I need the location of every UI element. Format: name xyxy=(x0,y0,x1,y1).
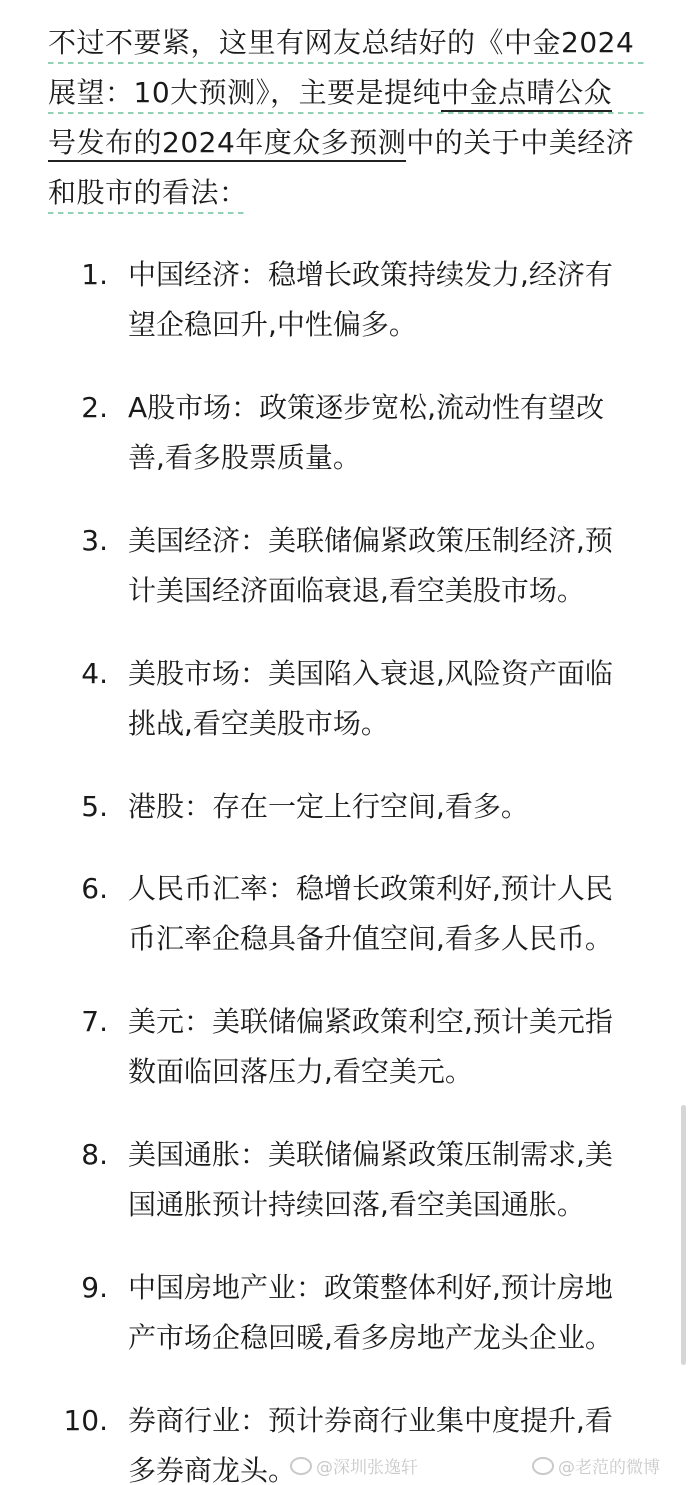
item-text-line: 挑战,看空美股市场。 xyxy=(128,707,389,740)
item-number: 1. xyxy=(81,258,108,291)
intro-line-3 xyxy=(48,118,648,168)
item-number: 6. xyxy=(81,872,108,905)
item-text-line: 中国经济：稳增长政策持续发力,经济有 xyxy=(128,258,613,291)
item-text-line: 券商行业：预计券商行业集中度提升,看 xyxy=(128,1404,613,1437)
item-text-line: 港股：存在一定上行空间,看多。 xyxy=(128,790,529,823)
weibo-icon xyxy=(532,1457,554,1475)
item-text xyxy=(128,649,648,749)
item-text-line: 人民币汇率：稳增长政策利好,预计人民 xyxy=(128,872,613,905)
item-text-line: 计美国经济面临衰退,看空美股市场。 xyxy=(128,574,585,607)
official-account-link-part1[interactable]: 中金点晴公众 xyxy=(441,76,612,112)
intro-paragraph xyxy=(48,18,648,218)
item-number: 10. xyxy=(63,1404,108,1437)
item-text-line: A股市场：政策逐步宽松,流动性有望改 xyxy=(128,391,605,424)
weibo-icon xyxy=(290,1457,312,1475)
intro-line-4 xyxy=(48,168,648,218)
item-text-line: 数面临回落压力,看空美元。 xyxy=(128,1055,473,1088)
intro-line-3-plain: 中的关于中美经济 xyxy=(406,126,635,159)
intro-line-2 xyxy=(48,68,648,118)
item-number: 7. xyxy=(81,1005,108,1038)
item-text xyxy=(128,1263,648,1363)
item-number: 8. xyxy=(81,1138,108,1171)
item-text-line: 币汇率企稳具备升值空间,看多人民币。 xyxy=(128,922,613,955)
intro-line-1: 不过不要紧，这里有网友总结好的《中金2024 xyxy=(48,18,648,68)
item-number: 3. xyxy=(81,524,108,557)
item-text xyxy=(128,383,648,483)
item-number: 5. xyxy=(81,790,108,823)
item-text-line: 美元：美联储偏紧政策利空,预计美元指 xyxy=(128,1005,613,1038)
intro-line-2-plain: 展望：10大预测》，主要是提纯 xyxy=(48,76,442,109)
item-text xyxy=(128,782,648,832)
official-account-link-part2[interactable]: 号发布的2024年度众多预测 xyxy=(48,126,406,162)
item-text xyxy=(128,864,648,964)
item-text-line: 美国通胀：美联储偏紧政策压制需求,美 xyxy=(128,1138,613,1171)
watermark-right-text: @老范的微博 xyxy=(558,1458,660,1478)
scrollbar[interactable] xyxy=(681,1105,686,1365)
item-number: 2. xyxy=(81,391,108,424)
item-text-line: 美国经济：美联储偏紧政策压制经济,预 xyxy=(128,524,613,557)
item-text-line: 国通胀预计持续回落,看空美国通胀。 xyxy=(128,1188,585,1221)
item-text-line: 善,看多股票质量。 xyxy=(128,441,361,474)
item-number: 4. xyxy=(81,657,108,690)
item-text xyxy=(128,516,648,616)
item-text-line: 多券商龙头。 xyxy=(128,1454,297,1485)
item-text-line: 美股市场：美国陷入衰退,风险资产面临 xyxy=(128,657,613,690)
item-text-line: 中国房地产业：政策整体利好,预计房地 xyxy=(128,1271,613,1304)
item-text xyxy=(128,1130,648,1230)
item-text-line: 望企稳回升,中性偏多。 xyxy=(128,308,417,341)
watermark-left-text: @深圳张逸轩 xyxy=(316,1458,418,1478)
intro-line-4-text: 和股市的看法： xyxy=(48,168,248,218)
item-text-line: 产市场企稳回暖,看多房地产龙头企业。 xyxy=(128,1321,613,1354)
watermark-right xyxy=(532,1453,660,1478)
item-number: 9. xyxy=(81,1271,108,1304)
watermark-left xyxy=(290,1453,418,1478)
item-text xyxy=(128,997,648,1097)
item-text xyxy=(128,250,648,350)
